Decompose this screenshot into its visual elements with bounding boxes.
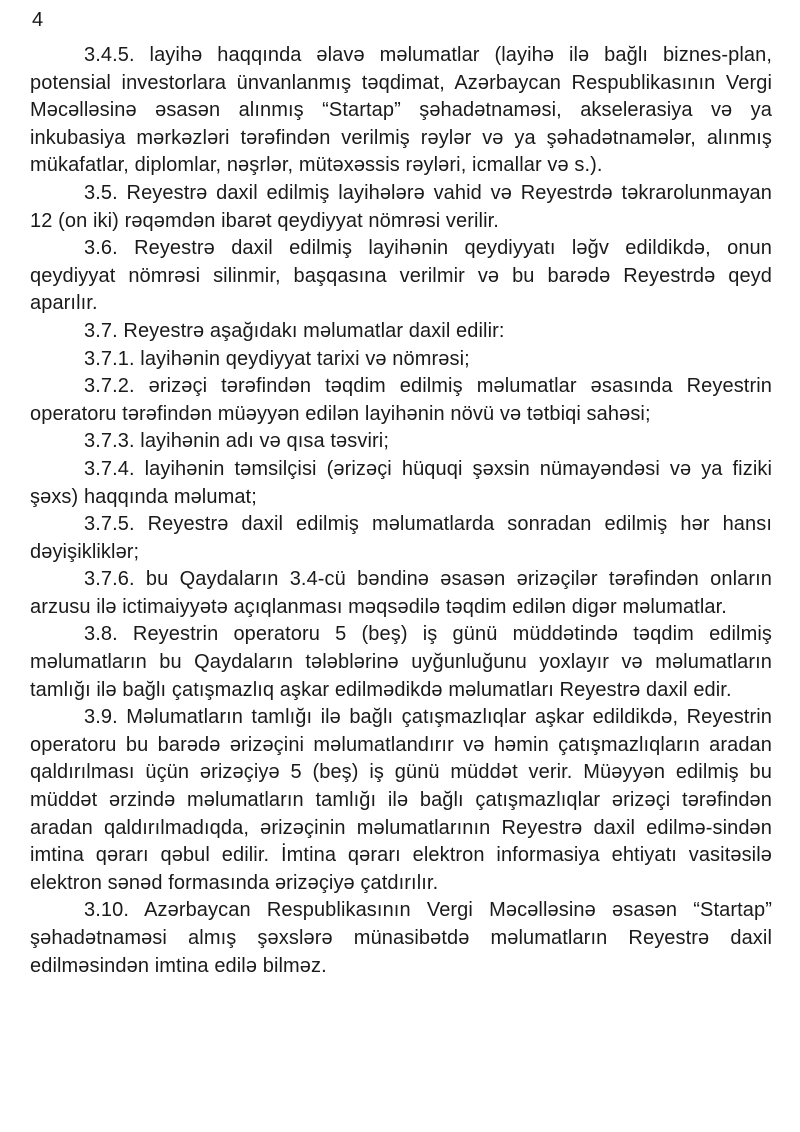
paragraph-3-6: 3.6. Reyestrə daxil edilmiş layihənin qeydiyyatı ləğv edildikdə, onun qeydiyyat nömrəsi silinmir, başqasına verilmir və bu barədə Reyestrdə qeyd aparılır. xyxy=(30,237,772,315)
paragraph-3-7-5: 3.7.5. Reyestrə daxil edilmiş məlumatlarda sonradan edilmiş hər hansı dəyişikliklər; xyxy=(30,513,772,563)
paragraph-3-9: 3.9. Məlumatların tamlığı ilə bağlı çatışmazlıqlar aşkar edildikdə, Reyestrin operatoru bu barədə ərizəçini məlumatlandırır və həmin çatışmazlıqların aradan qaldırılması üçün ərizəçiyə 5 (beş) iş günü müddət verir. Müəyyən edilmiş bu müddət ərzində məlumatların tamlığı ilə bağlı çatışmazlıqlar ərizəçi tərəfindən aradan qaldırılmadıqda, ərizəçinin məlumatlarının Reyestrə daxil edilmə-sindən imtina qərarı qəbul edilir. İmtina qərarı elektron informasiya ehtiyatı vasitəsilə elektron sənəd formasında ərizəçiyə çatdırılır. xyxy=(30,706,772,894)
paragraph-3-7-2: 3.7.2. ərizəçi tərəfindən təqdim edilmiş məlumatlar əsasında Reyestrin operatoru tərəfindən müəyyən edilən layihənin növü və tətbiqi sahəsi; xyxy=(30,375,772,425)
paragraph-3-7: 3.7. Reyestrə aşağıdakı məlumatlar daxil edilir: xyxy=(84,319,505,342)
paragraph-3-7-4: 3.7.4. layihənin təmsilçisi (ərizəçi hüquqi şəxsin nümayəndəsi və ya fiziki şəxs) haqqında məlumat; xyxy=(30,457,772,508)
paragraph-3-4-5: 3.4.5. layihə haqqında əlavə məlumatlar (layihə ilə bağlı biznes-plan, potensial investorlara ünvanlanmış təqdimat, Azərbaycan Respublikasının Vergi Məcəlləsinə əsasən alınmış “Startap” şəhadətnaməsi, akselerasiya və ya inkubasiya mərkəzləri tərəfindən verilmiş rəylər və ya şəhadətnamələr, alınmış mükafatlar, diplomlar, nəşrlər, mütəxəssis rəyləri, icmallar və s.). xyxy=(30,44,772,177)
document-body xyxy=(30,42,772,980)
paragraph-3-7-1: 3.7.1. layihənin qeydiyyat tarixi və nömrəsi; xyxy=(84,347,470,370)
paragraph-3-10: 3.10. Azərbaycan Respublikasının Vergi Məcəlləsinə əsasən “Startap” şəhadətnaməsi almış şəxslərə münasibətdə məlumatların Reyestrə daxil edilməsindən imtina edilə bilməz. xyxy=(30,899,772,977)
paragraph-3-7-6: 3.7.6. bu Qaydaların 3.4-cü bəndinə əsasən ərizəçilər tərəfindən onların arzusu ilə ictimaiyyətə açıqlanması məqsədilə təqdim edilən digər məlumatlar. xyxy=(30,568,772,618)
paragraph-3-5: 3.5. Reyestrə daxil edilmiş layihələrə vahid və Reyestrdə təkrarolunmayan 12 (on iki) rəqəmdən ibarət qeydiyyat nömrəsi verilir. xyxy=(30,181,772,232)
page-number: 4 xyxy=(32,9,44,31)
paragraph-3-8: 3.8. Reyestrin operatoru 5 (beş) iş günü müddətində təqdim edilmiş məlumatların bu Qaydaların tələblərinə uyğunluğunu yoxlayır və məlumatların tamlığı ilə bağlı çatışmazlıq aşkar edilmədikdə məlumatları Reyestrə daxil edir. xyxy=(30,623,772,701)
paragraph-3-7-3: 3.7.3. layihənin adı və qısa təsviri; xyxy=(84,430,389,453)
